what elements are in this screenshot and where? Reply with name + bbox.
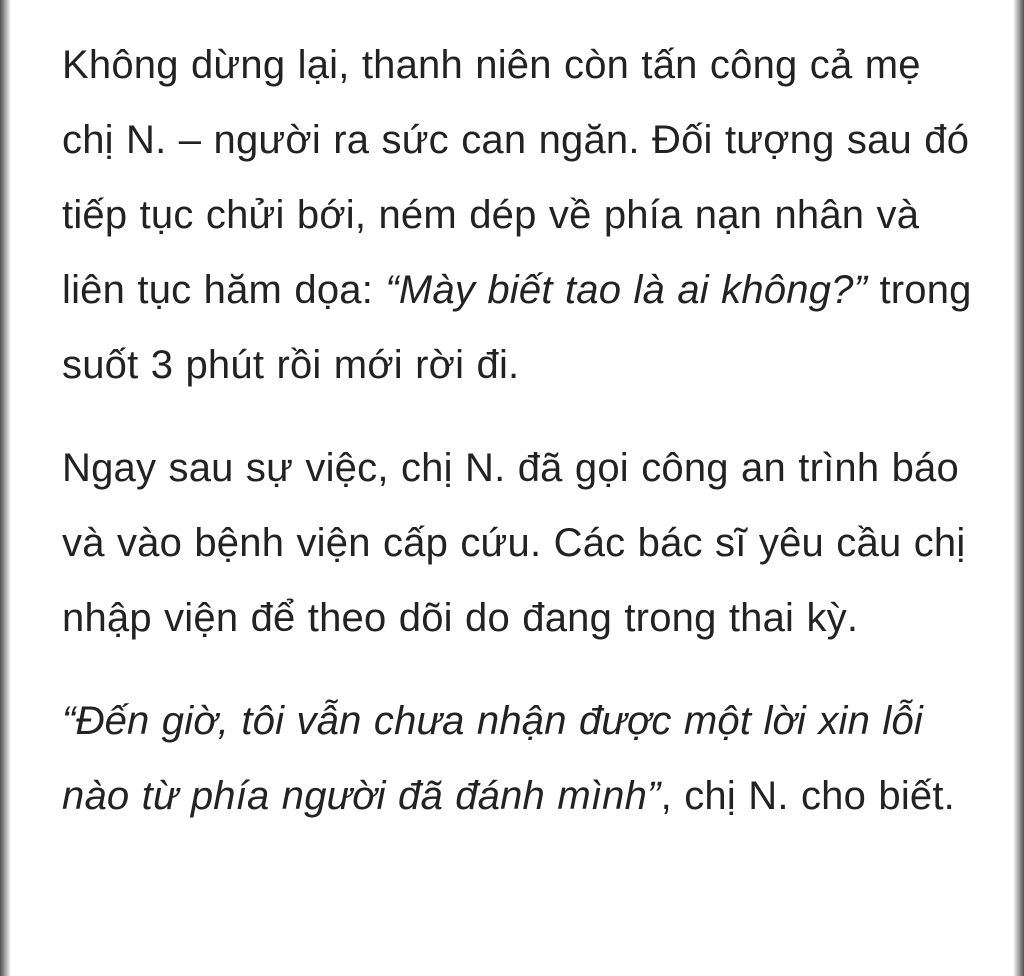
paragraph-text: Ngay sau sự việc, chị N. đã gọi công an trình báo và vào bệnh viện cấp cứu. Các bác sĩ yêu cầu chị nhập viện để theo dõi do đang trong thai kỳ.	[62, 446, 966, 640]
quoted-text: “Đến giờ, tôi vẫn chưa nhận được một lời xin lỗi nào từ phía người đã đánh mình”	[62, 699, 923, 818]
article-paragraph	[62, 684, 980, 834]
paragraph-text: Không dừng lại, thanh niên còn tấn công cả mẹ chị N. – người ra sức can ngăn. Đối tượng sau đó tiếp tục chửi bới, ném dép về phía nạn nhân và liên tục hăm dọa:	[62, 43, 970, 312]
article-paragraph	[62, 431, 980, 656]
paragraph-text: trong suốt 3 phút rồi mới rời đi.	[62, 268, 972, 387]
article-paragraph	[62, 28, 980, 403]
quoted-text: “Mày biết tao là ai không?”	[385, 268, 868, 312]
paragraph-text: , chị N. cho biết.	[660, 774, 955, 818]
